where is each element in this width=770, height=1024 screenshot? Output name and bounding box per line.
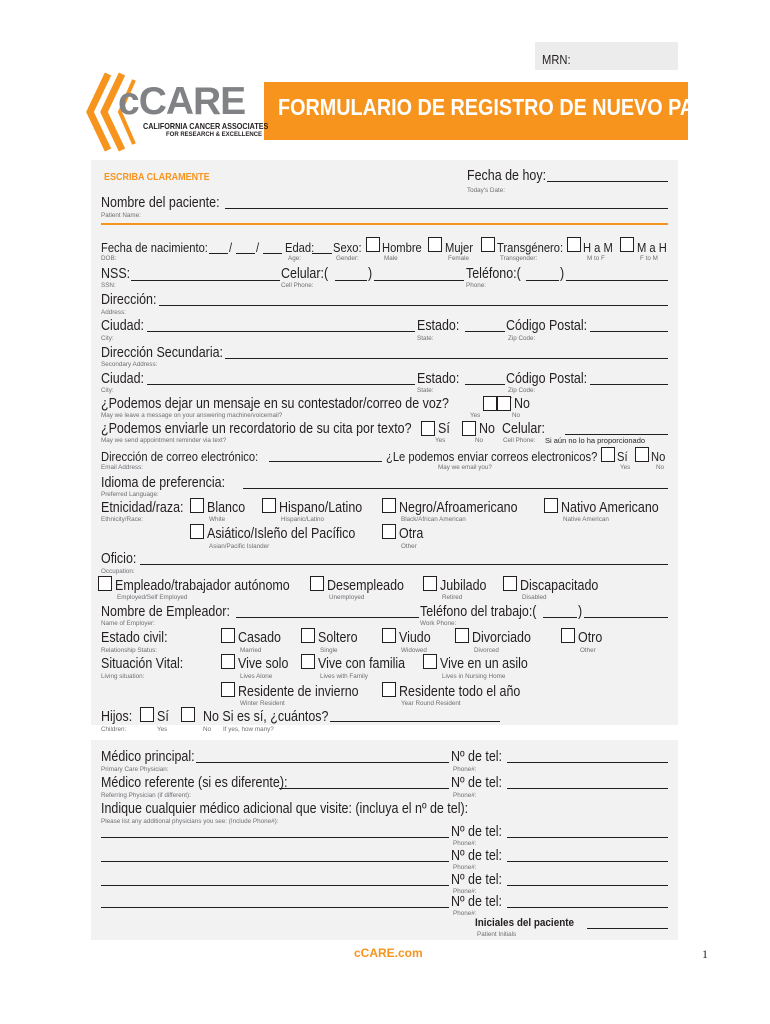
single-checkbox[interactable] [301, 628, 315, 643]
employer-label: Nombre de Empleador: [101, 604, 230, 620]
other-ethnicity-label: Otra [399, 526, 424, 542]
state1-label: Estado: [417, 318, 460, 334]
widowed-sub: Widowed [401, 647, 427, 654]
page-number: 1 [702, 947, 708, 961]
reminder-yes-sub: Yes [435, 437, 446, 444]
children-yes-sub: Yes [157, 726, 168, 733]
patient-name-label: Nombre del paciente: [101, 195, 220, 211]
dob-day-field[interactable] [236, 253, 255, 254]
ssn-label: NSS: [101, 266, 131, 282]
email-no-sub: No [656, 464, 665, 471]
email-no-checkbox[interactable] [635, 447, 649, 462]
additional-phone-4-label: Nº de tel: [451, 894, 502, 910]
email-yes-label: Sí [617, 449, 628, 464]
phone-number-field[interactable] [566, 280, 668, 281]
additional-phone-1-sub: Phone#: [453, 840, 477, 847]
leave-message-sub: May we leave a message on your answering machine/voicemail? [101, 412, 283, 419]
children-how-many-sub: If yes, how many? [223, 726, 274, 733]
ethnicity-label: Etnicidad/raza: [101, 500, 184, 516]
additional-phone-1-field[interactable] [507, 837, 668, 838]
winter-resident-sub: Winter Resident [240, 700, 285, 707]
reminder-no-sub: No [475, 437, 484, 444]
todays-date-field[interactable] [547, 181, 668, 182]
widowed-checkbox[interactable] [382, 628, 396, 643]
referring-phone-label: Nº de tel: [451, 775, 502, 791]
primary-phone-sub: Phone#: [453, 766, 477, 773]
female-sub: Female [448, 255, 469, 262]
state2-label: Estado: [417, 371, 460, 387]
children-count-field[interactable] [330, 721, 500, 722]
additional-phone-4-sub: Phone#: [453, 910, 477, 917]
reminder-label: ¿Podemos enviarle un recordatorio de su cita por texto? [101, 421, 412, 437]
dob-sub: DOB: [101, 255, 117, 262]
address-sub: Address: [101, 309, 126, 316]
asian-label: Asiático/Isleño del Pacífico [207, 526, 356, 542]
employed-label: Empleado/trabajador autónomo [115, 578, 290, 594]
black-sub: Black/African American [401, 516, 466, 523]
nursing-home-checkbox[interactable] [423, 654, 437, 669]
children-yes-checkbox[interactable] [140, 707, 154, 722]
city2-field[interactable] [147, 384, 415, 385]
address2-field[interactable] [225, 358, 668, 359]
primary-phone-field[interactable] [507, 762, 668, 763]
male-label: Hombre [382, 240, 422, 255]
f-to-m-sub: F to M [640, 255, 658, 262]
page-title: FORMULARIO DE REGISTRO DE NUEVO PACIENTE [278, 94, 767, 120]
primary-physician-sub: Primary Care Physician: [101, 766, 169, 773]
cell-area-field[interactable] [335, 280, 367, 281]
cell-sub: Cell Phone: [281, 282, 314, 289]
sex-label: Sexo: [333, 240, 362, 255]
reminder-yes-label: Sí [438, 421, 450, 437]
additional-phone-3-field[interactable] [507, 885, 668, 886]
orange-divider [101, 223, 668, 225]
employer-field[interactable] [236, 617, 419, 618]
zip1-label: Código Postal: [506, 318, 588, 334]
zip2-label: Código Postal: [506, 371, 588, 387]
reminder-cell-note: Si aún no lo ha proporcionado [545, 436, 646, 445]
unemployed-checkbox[interactable] [310, 576, 324, 591]
unemployed-label: Desempleado [327, 578, 404, 594]
phone-label: Teléfono:( [466, 266, 521, 282]
children-yes-label: Sí [157, 709, 169, 725]
footer-site: cCARE.com [354, 946, 423, 960]
occupation-sub: Occupation: [101, 568, 135, 575]
hispanic-sub: Hispanic/Latino [281, 516, 325, 523]
additional-physician-4-field[interactable] [101, 907, 449, 908]
leave-message-no-label: No [514, 396, 530, 412]
white-label: Blanco [207, 500, 246, 516]
referring-physician-sub: Referring Physician (if different): [101, 792, 191, 799]
additional-phone-3-label: Nº de tel: [451, 872, 502, 888]
children-no-label: No Si es sí, ¿cuántos? [203, 709, 329, 725]
state1-sub: State: [417, 335, 434, 342]
occupation-field[interactable] [140, 564, 668, 565]
patient-initials-sub: Patient Initials [477, 931, 517, 938]
city1-label: Ciudad: [101, 318, 144, 334]
additional-phone-2-field[interactable] [507, 861, 668, 862]
male-sub: Male [384, 255, 398, 262]
transgender-label: Transgénero: [497, 240, 564, 255]
divorced-sub: Divorced [474, 647, 499, 654]
ssn-sub: SSN: [101, 282, 116, 289]
unemployed-sub: Unemployed [329, 594, 365, 601]
dob-slash2: / [256, 240, 260, 255]
language-label: Idioma de preferencia: [101, 475, 226, 491]
referring-phone-sub: Phone#: [453, 792, 477, 799]
primary-physician-field[interactable] [196, 762, 449, 763]
age-sub: Age: [288, 255, 301, 262]
referring-physician-label: Médico referente (si es diferente): [101, 775, 288, 791]
write-clearly: ESCRIBA CLARAMENTE [104, 172, 210, 183]
female-checkbox[interactable] [428, 237, 442, 252]
nursing-home-label: Vive en un asilo [440, 656, 528, 672]
children-label: Hijos: [101, 709, 133, 725]
ethnicity-sub: Ethnicity/Race: [101, 516, 143, 523]
dob-slash1: / [229, 240, 233, 255]
additional-phone-2-label: Nº de tel: [451, 848, 502, 864]
female-label: Mujer [445, 240, 473, 255]
patient-initials-label: Iniciales del paciente [475, 917, 575, 929]
widowed-label: Viudo [399, 630, 431, 646]
language-field[interactable] [243, 488, 668, 489]
retired-checkbox[interactable] [423, 576, 437, 591]
employed-checkbox[interactable] [98, 576, 112, 591]
email-field[interactable] [269, 461, 382, 462]
logo-sub2: FOR RESEARCH & EXCELLENCE [166, 132, 263, 138]
patient-name-sub: Patient Name: [101, 212, 141, 219]
other-marital-sub: Other [580, 647, 596, 654]
logo-text: cCARE [118, 80, 246, 123]
lives-family-sub: Lives with Family [320, 673, 368, 680]
work-phone-label: Teléfono del trabajo:( [420, 604, 537, 620]
disabled-label: Discapacitado [520, 578, 599, 594]
mrn-label: MRN: [542, 52, 571, 67]
phone-close: ) [560, 266, 565, 282]
reminder-cell-field[interactable] [565, 434, 668, 435]
year-round-checkbox[interactable] [382, 682, 396, 697]
work-phone-area-field[interactable] [543, 617, 577, 618]
reminder-yes-checkbox[interactable] [421, 421, 435, 436]
native-checkbox[interactable] [544, 498, 558, 513]
todays-date-sub: Today's Date: [467, 187, 505, 194]
state2-field[interactable] [465, 384, 505, 385]
city2-label: Ciudad: [101, 371, 144, 387]
primary-physician-label: Médico principal: [101, 749, 195, 765]
year-round-label: Residente todo el año [399, 684, 521, 700]
additional-phone-2-sub: Phone#: [453, 864, 477, 871]
referring-physician-field[interactable] [279, 788, 449, 789]
cell-label: Celular:( [281, 266, 329, 282]
children-sub: Children: [101, 726, 127, 733]
native-label: Nativo Americano [561, 500, 659, 516]
city1-sub: City: [101, 335, 114, 342]
retired-sub: Retired [442, 594, 463, 601]
living-sub: Living situation: [101, 673, 145, 680]
address-label: Dirección: [101, 292, 157, 308]
single-label: Soltero [318, 630, 358, 646]
disabled-checkbox[interactable] [503, 576, 517, 591]
black-label: Negro/Afroamericano [399, 500, 518, 516]
lives-family-label: Vive con familia [318, 656, 406, 672]
single-sub: Single [320, 647, 338, 654]
address2-label: Dirección Secundaria: [101, 345, 223, 361]
work-phone-number-field[interactable] [584, 617, 668, 618]
email-yes-checkbox[interactable] [601, 447, 615, 462]
cell-close: ) [368, 266, 373, 282]
living-label: Situación Vital: [101, 656, 184, 672]
email-question-sub: May we email you? [438, 464, 492, 471]
additional-phone-3-sub: Phone#: [453, 888, 477, 895]
email-sub: Email Address: [101, 464, 143, 471]
dob-label: Fecha de nacimiento: [101, 240, 208, 255]
state2-sub: State: [417, 387, 434, 394]
divorced-label: Divorciado [472, 630, 531, 646]
lives-alone-checkbox[interactable] [221, 654, 235, 669]
work-phone-sub: Work Phone: [420, 620, 457, 627]
disabled-sub: Disabled [522, 594, 547, 601]
phone-area-field[interactable] [526, 280, 559, 281]
patient-name-field[interactable] [225, 208, 668, 209]
leave-message-yes-sub: Yes [470, 412, 481, 419]
address2-sub: Secondary Address: [101, 361, 158, 368]
employed-sub: Employed/Self Employed [117, 594, 188, 601]
asian-checkbox[interactable] [190, 524, 204, 539]
additional-physicians-label: Indique cualquier médico adicional que visite: (incluya el nº de tel): [101, 801, 469, 817]
leave-message-yes-checkbox[interactable] [483, 396, 497, 411]
winter-resident-checkbox[interactable] [221, 682, 235, 697]
email-yes-sub: Yes [620, 464, 631, 471]
city2-sub: City: [101, 387, 114, 394]
city1-field[interactable] [147, 331, 415, 332]
cell-number-field[interactable] [374, 280, 464, 281]
occupation-label: Oficio: [101, 551, 137, 567]
married-label: Casado [238, 630, 281, 646]
reminder-no-label: No [479, 421, 495, 437]
state1-field[interactable] [465, 331, 505, 332]
married-sub: Married [240, 647, 262, 654]
native-sub: Native American [563, 516, 609, 523]
sex-sub: Gender: [336, 255, 359, 262]
f-to-m-label: M a H [637, 240, 667, 255]
reminder-cell-sub: Cell Phone: [503, 437, 536, 444]
language-sub: Preferred Language: [101, 491, 159, 498]
winter-resident-label: Residente de invierno [238, 684, 359, 700]
additional-phone-4-field[interactable] [507, 907, 668, 908]
other-marital-checkbox[interactable] [561, 628, 575, 643]
transgender-sub: Transgender: [500, 255, 538, 262]
nursing-home-sub: Lives in Nursing Home [442, 673, 506, 680]
additional-physicians-sub: Please list any additional physicians you see: (Include Phone#): [101, 818, 279, 825]
black-checkbox[interactable] [382, 498, 396, 513]
todays-date-label: Fecha de hoy: [467, 168, 547, 184]
leave-message-no-sub: No [512, 412, 521, 419]
other-marital-label: Otro [578, 630, 603, 646]
ssn-field[interactable] [131, 280, 280, 281]
additional-physician-3-field[interactable] [101, 885, 449, 886]
lives-alone-label: Vive solo [238, 656, 289, 672]
additional-physician-2-field[interactable] [101, 861, 449, 862]
employer-sub: Name of Employer: [101, 620, 155, 627]
patient-initials-field[interactable] [587, 928, 668, 929]
referring-phone-field[interactable] [507, 788, 668, 789]
primary-phone-label: Nº de tel: [451, 749, 502, 765]
children-no-sub: No [203, 726, 212, 733]
asian-sub: Asian/Pacific Islander [209, 543, 270, 550]
hispanic-checkbox[interactable] [262, 498, 276, 513]
reminder-sub: May we send appointment reminder via text? [101, 437, 227, 444]
white-sub: White [209, 516, 226, 523]
other-ethnicity-sub: Other [401, 543, 417, 550]
email-no-label: No [651, 449, 666, 464]
additional-phone-1-label: Nº de tel: [451, 824, 502, 840]
f-to-m-checkbox[interactable] [620, 237, 634, 252]
logo-sub1: CALIFORNIA CANCER ASSOCIATES [143, 121, 269, 131]
m-to-f-checkbox[interactable] [567, 237, 581, 252]
retired-label: Jubilado [440, 578, 487, 594]
leave-message-no-checkbox[interactable] [497, 396, 511, 411]
white-checkbox[interactable] [190, 498, 204, 513]
work-phone-close: ) [578, 604, 583, 620]
m-to-f-label: H a M [583, 240, 613, 255]
other-ethnicity-checkbox[interactable] [382, 524, 396, 539]
marital-sub: Relationship Status: [101, 647, 158, 654]
lives-alone-sub: Lives Alone [240, 673, 273, 680]
leave-message-label: ¿Podemos dejar un mensaje en su contestador/correo de voz? [101, 396, 449, 412]
address-field[interactable] [159, 305, 668, 306]
transgender-checkbox[interactable] [481, 237, 495, 252]
dob-year-field[interactable] [263, 253, 282, 254]
age-field[interactable] [312, 253, 332, 254]
email-label: Dirección de correo electrónico: [101, 449, 259, 464]
male-checkbox[interactable] [366, 237, 380, 252]
lives-family-checkbox[interactable] [301, 654, 315, 669]
phone-sub: Phone: [466, 282, 486, 289]
zip1-sub: Zip Code: [508, 335, 536, 342]
zip2-field[interactable] [590, 384, 668, 385]
age-label: Edad: [285, 240, 315, 255]
m-to-f-sub: M to F [587, 255, 605, 262]
marital-label: Estado civil: [101, 630, 168, 646]
divorced-checkbox[interactable] [455, 628, 469, 643]
dob-month-field[interactable] [209, 253, 228, 254]
reminder-no-checkbox[interactable] [462, 421, 476, 436]
reminder-cell-label: Celular: [502, 421, 545, 437]
additional-physician-1-field[interactable] [101, 837, 449, 838]
children-no-checkbox[interactable] [181, 707, 195, 722]
hispanic-label: Hispano/Latino [279, 500, 363, 516]
year-round-sub: Year Round Resident [401, 700, 461, 707]
zip2-sub: Zip Code: [508, 387, 536, 394]
married-checkbox[interactable] [221, 628, 235, 643]
email-question: ¿Le podemos enviar correos electronicos? [386, 449, 598, 464]
physicians-panel [91, 740, 678, 940]
zip1-field[interactable] [590, 331, 668, 332]
